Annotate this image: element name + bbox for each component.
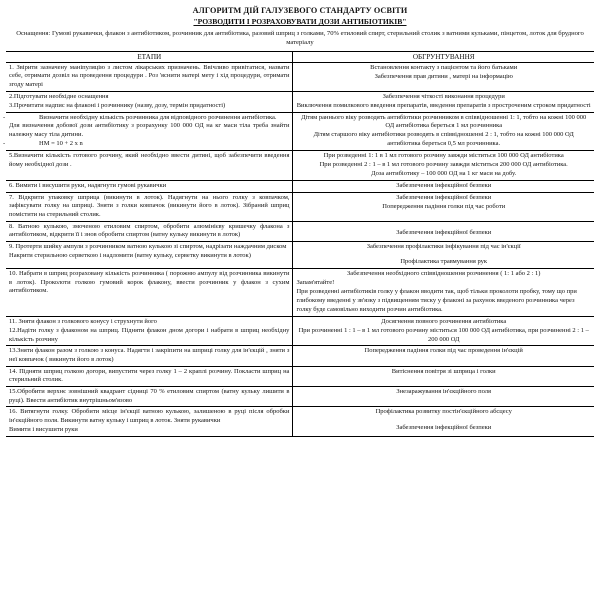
column-header-rationale: ОБГРУНТУВАННЯ bbox=[293, 51, 594, 62]
step-text: 1. Звірити зазначену маніпуляцію з листом лікарських призначень. Ввічливо привітатися, назвати себе, отримати дозвіл на проведення процедури . Роз 'яснити матері мету і хід процедури, отримати згоду матері bbox=[9, 63, 290, 88]
steps-cell bbox=[6, 366, 293, 386]
rationale-text: Попередження падіння голки під час роботи bbox=[382, 202, 506, 210]
step-text: 13.Зняти флакон разом з голкою з конуса. Надягти і закріпити на шприці голку для ін'єкцій , зняти з неї ковпачок ( викинути його в лоток) bbox=[9, 347, 290, 363]
step-text: 3.Прочитати надпис на флаконі і розчиннику (назву, дозу, термін придатності) bbox=[9, 101, 226, 109]
step-text: 12.Надіти голку з флаконом на шприц. Підняти флакон дном догори і набрати в шприц необхідну кількість розчину bbox=[9, 326, 290, 343]
rationale-text: Забезпечення чіткості виконання процедури bbox=[382, 92, 505, 100]
steps-cell bbox=[6, 62, 293, 91]
page-subtitle: "РОЗВОДИТИ І РОЗРАХОВУВАТИ ДОЗИ АНТИБІОТИКІВ" bbox=[193, 17, 407, 27]
rationale-cell bbox=[293, 62, 594, 91]
table-row bbox=[6, 346, 594, 366]
rationale-text: Забезпечення прав дитини , матері на інформацію bbox=[374, 72, 513, 80]
rationale-text: Витіснення повітря зі шприца і голки bbox=[391, 367, 496, 375]
rationale-text: Забезпечення профілактики інфікування під час ін'єкції bbox=[366, 243, 521, 251]
algorithm-table bbox=[3, 51, 594, 438]
steps-cell bbox=[6, 387, 293, 407]
step-text: 8. Ватною кулькою, змоченою етиловим спиртом, обробити алюмінієву кришечку флакона з антибіотиком, відкрити її і знов обробити спиртом (ватну кульку викинути в лоток) bbox=[9, 222, 290, 239]
rationale-text: При розведенні антибіотиків голку у флакон вводити так, щоб тільки проколоти пробку, тому що при глибокому введенні у зв'язку з підвищенням тиску у флаконі за рахунок введеного розчинника через голку буде самовільно виходити розчин антибіотика. bbox=[296, 288, 577, 313]
table-row bbox=[6, 269, 594, 317]
table-row bbox=[6, 387, 594, 407]
steps-cell bbox=[6, 180, 293, 192]
table-row bbox=[6, 316, 594, 346]
formula-text: НМ = 10 + 2 х n bbox=[39, 139, 83, 147]
table-row bbox=[6, 366, 594, 386]
rationale-note: Запам'ятайте! bbox=[296, 279, 335, 287]
step-text: 7. Відкрити упаковку шприца (викинути в лоток). Надягнути на нього голку з ковпачком, зафіксувати голку на шприці. Зняти з голки ковпачок (викинути його в лоток). Зібраний шприц помістити на стерильний столик. bbox=[9, 193, 290, 219]
equipment-label: Оснащення: bbox=[16, 30, 51, 38]
step-text: 9. Протерти шийку ампули з розчинником ватною кулькою зі спиртом, надрізати наждачним диском bbox=[9, 243, 287, 251]
rationale-text: Попередження падіння голки під час проведення ін'єкцій bbox=[364, 347, 523, 355]
steps-cell bbox=[6, 242, 293, 269]
rationale-text: Знезаражування ін'єкційного поля bbox=[396, 388, 492, 396]
rationale-cell bbox=[293, 192, 594, 221]
steps-cell bbox=[3, 112, 293, 150]
rationale-text: Виключення помилкового введення препаратів, введення препаратів з простроченим строком придатності bbox=[296, 101, 591, 109]
table-row bbox=[6, 62, 594, 91]
step-text: Визначити необхідну кількість розчинника для відповідного розчинення антибіотика. bbox=[39, 113, 277, 121]
rationale-cell bbox=[293, 407, 594, 437]
dash-marker: - bbox=[3, 139, 6, 147]
rationale-text: Забезпечення інфекційної безпеки bbox=[396, 229, 492, 237]
rationale-cell bbox=[293, 242, 594, 269]
rationale-cell bbox=[293, 221, 594, 241]
steps-cell bbox=[6, 269, 293, 317]
equipment-text: Гумові рукавички, флакон з антибіотиком, розчинник для антибіотика, разовий шприц з голками, 70% етиловий спирт, стерильний столик з ватними кульками, пінцетом, лоток для брудного матеріалу bbox=[51, 30, 584, 46]
step-text: 14. Підняти шприц голкою догори, випустити через голку 1 – 2 краплі розчину. Покласти шприц на стерильний столик. bbox=[9, 367, 290, 384]
rationale-cell bbox=[293, 91, 594, 112]
step-text: Для визначення добової дози антибіотику з розрахунку 100 000 ОД на кг маси тіла треба знайти належну масу тіла дитини. bbox=[9, 122, 290, 138]
rationale-text: Досягнення повного розчинення антибіотика bbox=[381, 317, 507, 325]
rationale-cell bbox=[293, 387, 594, 407]
table-row bbox=[6, 91, 594, 112]
rationale-text: Доза антибіотику – 100 000 ОД на 1 кг маси на добу. bbox=[371, 170, 517, 178]
column-header-steps: ЕТАПИ bbox=[6, 51, 293, 62]
step-text: 16. Витягнути голку. Обробити місце ін'єкції ватною кулькою, залишеною в руці після обробки ін'єкційного поля. Викинути ватну кульку і шприц в лоток. Зняти рукавички bbox=[9, 408, 290, 425]
rationale-cell bbox=[293, 346, 594, 366]
steps-cell bbox=[6, 150, 293, 180]
step-text: Накрити стерильною серветкою і надломити (ватну кульку, серветку викинути в лоток) bbox=[9, 252, 251, 260]
steps-cell bbox=[6, 316, 293, 346]
step-text: 10. Набрати в шприц розраховану кількість розчинника ( порожню ампулу від розчинника викинути в лоток). Проколоти голкою гумовий корок флакону, ввести розчинник у флакон з сухим антибіотиком. bbox=[9, 270, 290, 295]
rationale-text: При розведенні 2 : 1 – в 1 мл готового розчину завжди міститься 200 000 ОД антибіотика. bbox=[319, 161, 568, 169]
rationale-cell bbox=[293, 180, 594, 192]
rationale-text: Встановлення контакту з пацієнтом та його батьками bbox=[370, 63, 518, 71]
step-text: 15.Обробити верхнє зовнішний квадрант сідниці 70 % етиловим спиртом (ватну кульку лишити в руці). Ввести антибіотик внутрішньом'язово bbox=[9, 388, 290, 404]
step-text: 11. Зняти флакон з голкового конусу і струхнути його bbox=[9, 317, 157, 325]
steps-cell bbox=[6, 221, 293, 241]
table-row bbox=[6, 221, 594, 241]
equipment-line bbox=[8, 30, 592, 47]
rationale-cell bbox=[293, 316, 594, 346]
rationale-text: При розведенні 1: 1 в 1 мл готового розчину завжди міститься 100 000 ОД антибіотика bbox=[323, 151, 564, 159]
step-text: 2.Підготувати необхідне оснащення bbox=[9, 92, 109, 100]
steps-cell bbox=[6, 346, 293, 366]
steps-cell bbox=[6, 192, 293, 221]
rationale-text: Забезпечення необхідного співвідношення розчинення ( 1: 1 або 2 : 1) bbox=[347, 270, 541, 278]
rationale-cell bbox=[293, 150, 594, 180]
step-bullet bbox=[3, 113, 289, 123]
rationale-cell bbox=[293, 269, 594, 317]
dash-marker: - bbox=[3, 113, 6, 121]
rationale-text: Профілактика травмування рук bbox=[400, 258, 488, 266]
step-bullet bbox=[3, 139, 289, 149]
rationale-text: Дітям старшого віку антибіотики розводять в співвідношенні 2 : 1, тобто на кожні 100 000 ОД антибіотика береться 0,5 мл розчинника. bbox=[313, 131, 574, 148]
rationale-text: При розчиненні 1 : 1 – в 1 мл готового розчину міститься 100 000 ОД антибіотика, при розчиненні 2 : 1 – 200 000 ОД bbox=[298, 326, 589, 343]
rationale-text: Забезпечення інфекційної безпеки bbox=[396, 181, 492, 189]
step-text: Вимити і висушити руки bbox=[9, 426, 78, 434]
table-row bbox=[6, 150, 594, 180]
table-header-row bbox=[6, 51, 594, 62]
rationale-text: Забезпечення інфекційної безпеки bbox=[396, 423, 492, 431]
rationale-text: Дітям раннього віку розводять антибіотики розчинником в співвідношенні 1: 1, тобто на кожні 100 000 ОД антибіотика береться 1 мл розчинника bbox=[301, 113, 587, 130]
table-row bbox=[6, 192, 594, 221]
rationale-cell bbox=[293, 112, 594, 150]
table-row bbox=[6, 180, 594, 192]
rationale-text: Забезпечення інфекційної безпеки bbox=[396, 193, 492, 201]
page-title: АЛГОРИТМ ДІЙ ГАЛУЗЕВОГО СТАНДАРТУ ОСВІТИ bbox=[192, 6, 408, 15]
step-text: 6. Вимити і висушити руки, надягнути гумові рукавички bbox=[9, 181, 167, 189]
table-row bbox=[6, 407, 594, 437]
steps-cell bbox=[6, 91, 293, 112]
step-text: 5.Визначити кількість готового розчину, який необхідно ввести дитині, щоб забезпечити введення йому необхідної дози . bbox=[9, 151, 290, 168]
rationale-cell bbox=[293, 366, 594, 386]
table-row bbox=[6, 112, 594, 150]
steps-cell bbox=[6, 407, 293, 437]
table-row bbox=[6, 242, 594, 269]
rationale-text: Профілактика розвитку постін'єкційного абсцесу bbox=[375, 408, 512, 416]
